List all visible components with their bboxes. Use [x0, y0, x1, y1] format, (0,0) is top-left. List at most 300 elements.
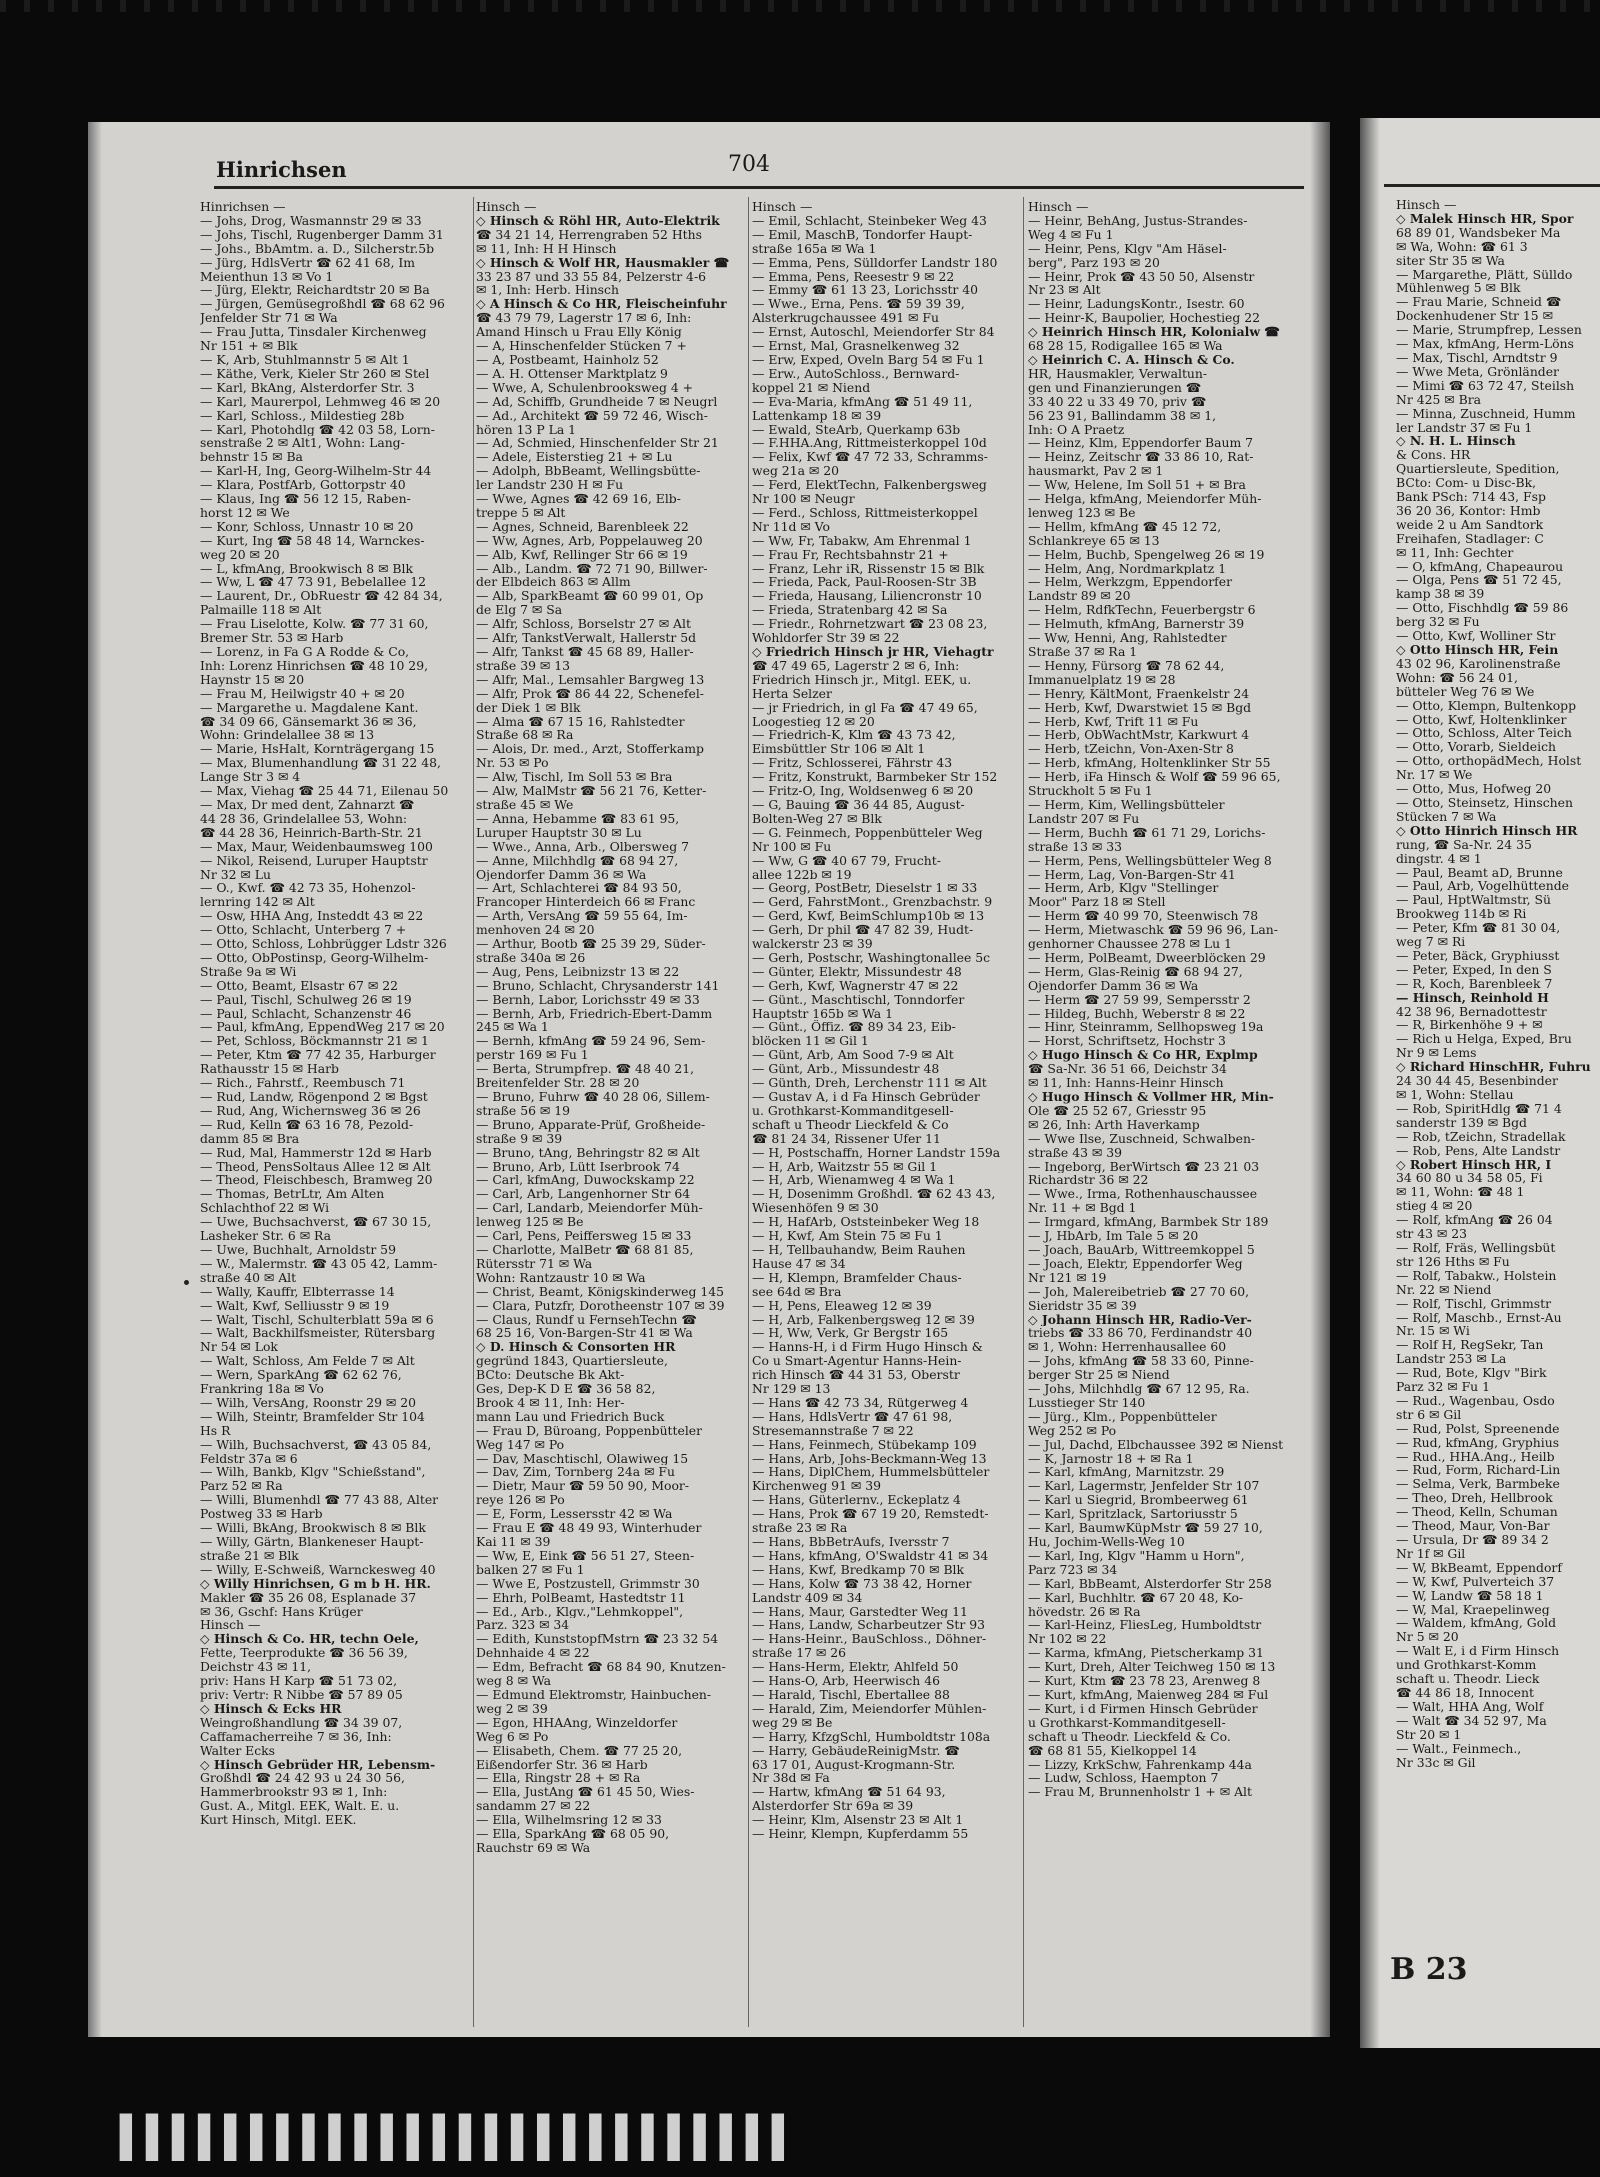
directory-entry-line: allee 122b ✉ 19	[752, 867, 852, 882]
directory-entry-line: — Harry, GebäudeReinigMstr. ☎	[752, 1743, 960, 1758]
directory-entry-line: horst 12 ✉ We	[200, 505, 290, 520]
directory-entry-line: — Heinr, Klm, Alsenstr 23 ✉ Alt 1	[752, 1813, 964, 1828]
directory-entry-line: — Dav, Maschtischl, Olawiweg 15	[476, 1451, 689, 1466]
directory-entry-line: — Alb., Landm. ☎ 72 71 90, Billwer-	[476, 561, 708, 576]
directory-entry-line: Schlankreye 65 ✉ 13	[1028, 533, 1160, 548]
directory-entry-line: — Willy, Gärtn, Blankeneser Haupt-	[200, 1535, 424, 1549]
directory-entry-line: — Rud, Polst, Spreenende	[1396, 1421, 1560, 1436]
directory-entry-line: u Grothkarst-Kommanditgesell-	[1028, 1715, 1226, 1730]
directory-entry-line: — Olga, Pens ☎ 51 72 45,	[1396, 573, 1562, 588]
directory-entry-line: — Lorenz, in Fa G A Rodde & Co,	[200, 645, 410, 659]
directory-entry-line: Nr 121 ✉ 19	[1028, 1270, 1107, 1285]
directory-entry-line: — O, kfmAng, Chapeaurou	[1396, 559, 1564, 574]
directory-entry-line: ◇ Willy Hinrichsen, G m b H. HR.	[200, 1576, 431, 1591]
directory-entry-line: Hu, Jochim-Wells-Weg 10	[1028, 1535, 1185, 1549]
directory-entry-line: — Ella, Wilhelmsring 12 ✉ 33	[476, 1813, 662, 1828]
directory-entry-line: — Frau Liselotte, Kolw. ☎ 77 31 60,	[200, 617, 429, 632]
directory-entry-line: — Paul, kfmAng, EppendWeg 217 ✉ 20	[200, 1020, 445, 1035]
directory-entry-line: — Hans, DiplChem, Hummelsbütteler	[752, 1465, 990, 1480]
directory-entry-line: Straße 37 ✉ Ra 1	[1028, 645, 1138, 659]
directory-entry-line: Hs R	[200, 1423, 231, 1438]
directory-entry-line: und Grothkarst-Komm	[1396, 1658, 1537, 1673]
directory-entry-line: — Bruno, Schlacht, Chrysanderstr 141	[476, 978, 720, 993]
directory-entry-line: straße 45 ✉ We	[476, 797, 574, 812]
directory-entry-line: — Frau M, Heilwigstr 40 + ✉ 20	[200, 686, 405, 701]
directory-entry-line: — Wwe., Anna, Arb., Olbersweg 7	[476, 839, 689, 854]
directory-entry-line: — Ad, Schmied, Hinschenfelder Str 21	[476, 436, 719, 451]
directory-entry-line: — Herm, PolBeamt, Dweerblöcken 29	[1028, 950, 1266, 965]
directory-entry-line: — H, Dosenimm Großhdl. ☎ 62 43 43,	[752, 1187, 996, 1202]
directory-entry-line: Bremer Str. 53 ✉ Harb	[200, 631, 344, 645]
directory-entry-line: — Gerd, FahrstMont., Grenzbachstr. 9	[752, 895, 993, 910]
directory-entry-line: 56 23 91, Ballindamm 38 ✉ 1,	[1028, 408, 1217, 423]
directory-entry-line: ◇ Heinrich Hinsch HR, Kolonialw ☎	[1028, 325, 1280, 340]
directory-entry-line: schaft u Theodr. Lieckfeld & Co.	[1028, 1729, 1231, 1744]
directory-entry-line: Nr 33c ✉ Gil	[1396, 1755, 1476, 1770]
directory-entry-line: straße 9 ✉ 39	[476, 1131, 563, 1146]
directory-entry-line: — Carl, Pens, Peiffersweg 15 ✉ 33	[476, 1229, 692, 1243]
directory-entry-line: — Wwe, Agnes ☎ 42 69 16, Elb-	[476, 492, 681, 506]
directory-entry-line: Hammerbrookstr 93 ✉ 1, Inh:	[200, 1785, 388, 1800]
directory-entry-line: Hinsch —	[200, 1618, 261, 1633]
directory-entry-line: — Ww, Agnes, Arb, Poppelauweg 20	[476, 533, 703, 548]
directory-entry-line: — Wally, Kauffr, Elbterrasse 14	[200, 1284, 395, 1299]
directory-entry-line: — Alw, MalMstr ☎ 56 21 76, Ketter-	[476, 784, 707, 798]
directory-entry-line: — W, Mal, Kraepelinweg	[1396, 1602, 1550, 1617]
directory-entry-line: — Paul, Beamt aD, Brunne	[1396, 865, 1563, 880]
directory-entry-line: Nr. 53 ✉ Po	[476, 756, 549, 771]
directory-entry-line: — Erw, Exped, Oveln Barg 54 ✉ Fu 1	[752, 352, 985, 367]
directory-entry-line: — Helm, Ang, Nordmarkplatz 1	[1028, 561, 1227, 576]
directory-entry-line: Luruper Hauptstr 30 ✉ Lu	[476, 825, 642, 840]
directory-entry-line: — Klaus, Ing ☎ 56 12 15, Raben-	[200, 492, 411, 506]
directory-entry-line: senstraße 2 ✉ Alt1, Wohn: Lang-	[200, 436, 405, 451]
directory-entry-line: ✉ 26, Inh: Arth Haverkamp	[1028, 1117, 1200, 1132]
directory-entry-line: straße 13 ✉ 33	[1028, 839, 1122, 854]
directory-entry-line: Richardstr 36 ✉ 22	[1028, 1173, 1149, 1188]
directory-entry-line: berg", Parz 193 ✉ 20	[1028, 255, 1160, 270]
directory-entry-line: — Karl, Lagermstr, Jenfelder Str 107	[1028, 1479, 1260, 1494]
directory-entry-line: — Jul, Dachd, Elbchaussee 392 ✉ Nienst	[1028, 1437, 1284, 1452]
film-strip-top	[0, 0, 1600, 12]
directory-entry-line: — H, Arb, Waitzstr 55 ✉ Gil 1	[752, 1159, 938, 1174]
directory-entry-line: weg 29 ✉ Be	[752, 1715, 833, 1730]
directory-entry-line: reye 126 ✉ Po	[476, 1493, 565, 1508]
directory-entry-line: straße 43 ✉ 39	[1028, 1145, 1122, 1160]
signature-mark: B 23	[1390, 1952, 1468, 1987]
directory-entry-line: straße 17 ✉ 26	[752, 1646, 846, 1661]
directory-entry-line: — Joach, Elektr, Eppendorfer Weg	[1028, 1256, 1243, 1271]
directory-entry-line: siter Str 35 ✉ Wa	[1396, 253, 1505, 268]
directory-entry-line: — Kurt, kfmAng, Maienweg 284 ✉ Ful	[1028, 1687, 1269, 1702]
directory-entry-line: ◇ Hinsch & Röhl HR, Auto-Elektrik	[476, 213, 720, 228]
directory-entry-line: — Hans, BbBetrAufs, Iversstr 7	[752, 1535, 950, 1549]
directory-entry-line: ◇ Hinsch & Ecks HR	[200, 1701, 342, 1716]
directory-entry-line: — Wilh, Buchsachverst, ☎ 43 05 84,	[200, 1437, 432, 1452]
directory-entry-line: — Pet, Schloss, Böckmannstr 21 ✉ 1	[200, 1034, 429, 1049]
directory-entry-line: rich Hinsch ☎ 44 31 53, Oberstr	[752, 1368, 960, 1383]
directory-entry-line: — Otto, Fischhdlg ☎ 59 86	[1396, 601, 1569, 616]
directory-entry-line: ◇ D. Hinsch & Consorten HR	[476, 1340, 676, 1355]
directory-entry-line: — Alfr, Schloss, Borselstr 27 ✉ Alt	[476, 617, 691, 632]
directory-entry-line: — Frieda, Stratenbarg 42 ✉ Sa	[752, 603, 948, 618]
film-strip-bottom: ▌▌▌▌▌▌▌▌▌▌▌▌▌▌▌▌▌▌▌▌▌▌▌▌▌▌	[120, 2115, 799, 2161]
directory-entry-line: straße 56 ✉ 19	[476, 1103, 570, 1118]
directory-entry-line: ◇ Robert Hinsch HR, I	[1396, 1157, 1552, 1172]
directory-entry-line: — Rolf, Fräs, Wellingsbüt	[1396, 1240, 1556, 1255]
directory-entry-line: — Willi, Blumenhdl ☎ 77 43 88, Alter	[200, 1493, 439, 1508]
directory-entry-line: — Alb, Kwf, Rellinger Str 66 ✉ 19	[476, 547, 688, 562]
directory-entry-line: — Carl, Arb, Langenhorner Str 64	[476, 1187, 691, 1202]
directory-entry-line: — Harald, Tischl, Ebertallee 88	[752, 1687, 950, 1702]
directory-entry-line: — O., Kwf. ☎ 42 73 35, Hohenzol-	[200, 881, 416, 896]
directory-entry-line: Inh: O A Praetz	[1028, 422, 1125, 437]
directory-entry-line: Wohn: ☎ 56 24 01,	[1396, 670, 1518, 685]
directory-entry-line: Dockenhudener Str 15 ✉	[1396, 309, 1553, 324]
directory-entry-line: — Herb, kfmAng, Holtenklinker Str 55	[1028, 756, 1271, 771]
directory-entry-line: Stücken 7 ✉ Wa	[1396, 809, 1497, 824]
directory-entry-line: ◇ Johann Hinsch HR, Radio-Ver-	[1028, 1312, 1252, 1327]
directory-entry-line: — Theod, Maur, Von-Bar	[1396, 1519, 1550, 1533]
column-divider	[473, 197, 474, 2027]
directory-entry-line: — Hans, kfmAng, O'Swaldstr 41 ✉ 34	[752, 1548, 989, 1563]
directory-entry-line: — Margarethe, Plätt, Sülldo	[1396, 267, 1573, 282]
directory-entry-line: ☎ 34 21 14, Herrengraben 52 Hths	[476, 227, 702, 242]
directory-entry-line: — Hans-O, Arb, Heerwisch 46	[752, 1674, 940, 1688]
directory-entry-line: — Willi, BkAng, Brookwisch 8 ✉ Blk	[200, 1521, 426, 1535]
directory-entry-line: ◇ Malek Hinsch HR, Spor	[1396, 211, 1574, 226]
directory-entry-line: — Heinz, Zeitschr ☎ 33 86 10, Rat-	[1028, 450, 1254, 465]
directory-entry-line: — Bernh, kfmAng ☎ 59 24 96, Sem-	[476, 1034, 706, 1049]
directory-entry-line: — Fritz, Schlosserei, Fährstr 43	[752, 756, 953, 771]
directory-entry-line: Kai 11 ✉ 39	[476, 1535, 551, 1549]
directory-entry-line: Großhdl ☎ 24 42 93 u 24 30 56,	[200, 1771, 405, 1786]
directory-entry-line: — Gerh, Kwf, Wagnerstr 47 ✉ 22	[752, 978, 959, 993]
directory-entry-line: 68 28 15, Rodigallee 165 ✉ Wa	[1028, 339, 1223, 353]
directory-entry-line: — Herm ☎ 27 59 99, Sempersstr 2	[1028, 992, 1251, 1007]
directory-entry-line: — Friedrich-K, Klm ☎ 43 73 42,	[752, 728, 956, 743]
directory-column-2	[476, 200, 738, 1855]
directory-entry-line: — Emil, MaschB, Tondorfer Haupt-	[752, 227, 973, 242]
directory-entry-line: gen und Finanzierungen ☎	[1028, 380, 1202, 395]
directory-entry-line: Schlachthof 22 ✉ Wi	[200, 1201, 330, 1216]
directory-entry-line: Caffamacherreihe 7 ✉ 36, Inh:	[200, 1729, 392, 1744]
directory-entry-line: — Ingeborg, BerWirtsch ☎ 23 21 03	[1028, 1159, 1260, 1174]
directory-entry-line: — Frau M, Brunnenholstr 1 + ✉ Alt	[1028, 1785, 1252, 1800]
facing-page	[1360, 118, 1600, 2048]
directory-entry-line: — H, Arb, Falkenbergsweg 12 ✉ 39	[752, 1312, 975, 1327]
directory-entry-line: — Osw, HHA Ang, Insteddt 43 ✉ 22	[200, 909, 424, 924]
directory-entry-line: — Walt E, i d Firm Hinsch	[1396, 1644, 1560, 1659]
directory-entry-line: — Wwe E, Postzustell, Grimmstr 30	[476, 1576, 700, 1591]
directory-entry-line: — A, Postbeamt, Hainholz 52	[476, 352, 659, 367]
directory-entry-line: dingstr. 4 ✉ 1	[1396, 851, 1482, 866]
directory-entry-line: — Paul, Arb, Vogelhüttende	[1396, 879, 1569, 894]
directory-entry-line: lenweg 123 ✉ Be	[1028, 505, 1136, 520]
directory-entry-line: — Karl, BbBeamt, Alsterdorfer Str 258	[1028, 1576, 1272, 1591]
directory-entry-line: Stresemannstraße 7 ✉ 22	[752, 1423, 914, 1438]
directory-entry-line: Straße 68 ✉ Ra	[476, 728, 574, 743]
directory-entry-line: genhorner Chaussee 278 ✉ Lu 1	[1028, 937, 1232, 951]
directory-entry-line: — Emma, Pens, Sülldorfer Landstr 180	[752, 255, 998, 270]
directory-entry-line: — H, Kwf, Am Stein 75 ✉ Fu 1	[752, 1229, 943, 1243]
directory-entry-line: — Marie, HsHalt, Kornträgergang 15	[200, 742, 435, 757]
directory-entry-line: — Carl, kfmAng, Duwockskamp 22	[476, 1173, 695, 1188]
directory-entry-line: Nr 23 ✉ Alt	[1028, 283, 1101, 298]
directory-entry-line: Co u Smart-Agentur Hanns-Hein-	[752, 1354, 962, 1369]
directory-entry-line: str 6 ✉ Gil	[1396, 1407, 1462, 1422]
directory-entry-line: ☎ 43 79 79, Lagerstr 17 ✉ 6, Inh:	[476, 311, 692, 326]
directory-entry-line: damm 85 ✉ Bra	[200, 1131, 300, 1146]
directory-entry-line: — Kurt, Ing ☎ 58 48 14, Warnckes-	[200, 533, 425, 548]
directory-entry-line: — Bruno, tAng, Behringstr 82 ✉ Alt	[476, 1145, 700, 1160]
directory-entry-line: — Bruno, Arb, Lütt Iserbrook 74	[476, 1159, 680, 1174]
directory-entry-line: ✉ 11, Inh: H H Hinsch	[476, 241, 617, 256]
directory-entry-line: — A, Hinschenfelder Stücken 7 +	[476, 339, 687, 353]
directory-entry-line: — Herm, Glas-Reinig ☎ 68 94 27,	[1028, 964, 1243, 979]
directory-entry-line: — Clara, Putzfr, Dorotheenstr 107 ✉ 39	[476, 1298, 725, 1313]
directory-entry-line: — Max, kfmAng, Herm-Löns	[1396, 337, 1574, 351]
directory-entry-line: — Karl, Schloss., Mildestieg 28b	[200, 408, 405, 423]
directory-entry-line: Frankring 18a ✉ Vo	[200, 1382, 324, 1396]
directory-entry-line: Eißendorfer Str. 36 ✉ Harb	[476, 1757, 648, 1772]
directory-entry-line: — Rolf H, RegSekr, Tan	[1396, 1338, 1544, 1353]
directory-entry-line: straße 165a ✉ Wa 1	[752, 241, 877, 256]
directory-entry-line: — Frieda, Pack, Paul-Roosen-Str 3B	[752, 575, 977, 590]
directory-entry-line: — Günt, Arb., Missundestr 48	[752, 1062, 940, 1077]
directory-entry-line: — Jürg, Elektr, Reichardtstr 20 ✉ Ba	[200, 283, 430, 298]
directory-entry-line: — Rud, Ang, Wichernsweg 36 ✉ 26	[200, 1103, 421, 1118]
directory-column-5	[1396, 198, 1600, 1769]
directory-entry-line: Friedrich Hinsch jr., Mitgl. EEK, u.	[752, 672, 972, 687]
directory-entry-line: sanderstr 139 ✉ Bgd	[1396, 1115, 1527, 1130]
directory-entry-line: Wiesenhöfen 9 ✉ 30	[752, 1201, 879, 1216]
directory-entry-line: — Wwe Meta, Grönländer	[1396, 364, 1559, 379]
directory-entry-line: — Otto, Mus, Hofweg 20	[1396, 782, 1552, 796]
directory-entry-line: — Ww, E, Eink ☎ 56 51 27, Steen-	[476, 1548, 695, 1563]
directory-entry-line: — Heinr-K, Baupolier, Hochestieg 22	[1028, 311, 1261, 326]
punch-mark	[184, 1280, 189, 1285]
directory-entry-line: ◇ Hugo Hinsch & Vollmer HR, Min-	[1028, 1090, 1274, 1104]
directory-entry-line: — Walt, Tischl, Schulterblatt 59a ✉ 6	[200, 1312, 434, 1327]
directory-entry-line: — Anna, Hebamme ☎ 83 61 95,	[476, 811, 680, 826]
directory-entry-line: — Karl, BaumwKüpMstr ☎ 59 27 10,	[1028, 1521, 1263, 1535]
directory-entry-line: ☎ 47 49 65, Lagerstr 2 ✉ 6, Inh:	[752, 658, 960, 673]
directory-entry-line: Parz 32 ✉ Fu 1	[1396, 1380, 1490, 1394]
directory-entry-line: 44 28 36, Grindelallee 53, Wohn:	[200, 811, 408, 826]
directory-entry-line: weg 2 ✉ 39	[476, 1701, 548, 1716]
directory-entry-line: — Lizzy, KrkSchw, Fahrenkamp 44a	[1028, 1757, 1252, 1772]
directory-entry-line: — Karl-H, Ing, Georg-Wilhelm-Str 44	[200, 464, 432, 479]
directory-entry-line: — Ewald, SteArb, Querkamp 63b	[752, 422, 961, 437]
directory-entry-line: lenweg 125 ✉ Be	[476, 1215, 584, 1230]
directory-entry-line: Meienthun 13 ✉ Vo 1	[200, 269, 334, 284]
directory-entry-line: 68 89 01, Wandsbeker Ma	[1396, 225, 1561, 240]
directory-entry-line: — Wwe., Erna, Pens. ☎ 59 39 39,	[752, 297, 965, 312]
directory-entry-line: — Paul, Schlacht, Schanzenstr 46	[200, 1006, 412, 1021]
directory-entry-line: — Theod, PensSoltaus Allee 12 ✉ Alt	[200, 1159, 431, 1174]
directory-entry-line: — Otto, Steinsetz, Hinschen	[1396, 795, 1573, 810]
directory-entry-line: — Kurt, Dreh, Alter Teichweg 150 ✉ 13	[1028, 1660, 1276, 1675]
directory-entry-line: — Friedr., Rohrnetzwart ☎ 23 08 23,	[752, 617, 988, 632]
directory-entry-line: ✉ 36, Gschf: Hans Krüger	[200, 1604, 363, 1619]
directory-entry-line: — Otto, ObPostinsp, Georg-Wilhelm-	[200, 950, 429, 965]
directory-entry-line: — Alfr, Mal., Lemsahler Bargweg 13	[476, 672, 705, 687]
directory-entry-line: priv: Vertr: R Nibbe ☎ 57 89 05	[200, 1687, 403, 1702]
directory-entry-line: — Rolf, kfmAng ☎ 26 04	[1396, 1213, 1553, 1228]
directory-entry-line: — Peter, Ktm ☎ 77 42 35, Harburger	[200, 1048, 436, 1063]
directory-entry-line: — Henry, KältMont, Fraenkelstr 24	[1028, 686, 1250, 701]
directory-entry-line: Nr 5 ✉ 20	[1396, 1630, 1459, 1645]
directory-entry-line: straße 23 ✉ Ra	[752, 1521, 848, 1535]
directory-entry-line: straße 21 ✉ Blk	[200, 1548, 299, 1563]
directory-entry-line: Haynstr 15 ✉ 20	[200, 672, 305, 687]
directory-entry-line: ◇ Hinsch & Co. HR, techn Oele,	[200, 1632, 419, 1647]
directory-entry-line: — Rud, Kelln ☎ 63 16 78, Pezold-	[200, 1117, 414, 1132]
directory-entry-line: Ges, Dep-K D E ☎ 36 58 82,	[476, 1382, 656, 1396]
directory-entry-line: der Diek 1 ✉ Blk	[476, 700, 581, 715]
directory-entry-line: — Emmy ☎ 61 13 23, Lorichsstr 40	[752, 283, 979, 298]
directory-entry-line: Nr 100 ✉ Neugr	[752, 492, 855, 506]
directory-entry-line: — Anne, Milchhdlg ☎ 68 94 27,	[476, 853, 679, 868]
directory-entry-line: — Alfr, TankstVerwalt, Hallerstr 5d	[476, 631, 697, 645]
directory-entry-line: — Hans-Heinr., BauSchloss., Döhner-	[752, 1632, 987, 1647]
directory-entry-line: ◇ Otto Hinsch HR, Fein	[1396, 643, 1559, 657]
directory-entry-line: — Gerd, Kwf, BeimSchlump10b ✉ 13	[752, 909, 985, 924]
directory-entry-line: Nr 1f ✉ Gil	[1396, 1546, 1466, 1561]
directory-entry-line: — Ww, G ☎ 40 67 79, Frucht-	[752, 853, 941, 868]
directory-entry-line: Bank PSch: 714 43, Fsp	[1396, 490, 1546, 504]
directory-entry-line: — Ursula, Dr ☎ 89 34 2	[1396, 1533, 1549, 1547]
directory-entry-line: — Henny, Fürsorg ☎ 78 62 44,	[1028, 658, 1225, 673]
directory-entry-line: Wohn: Rantzaustr 10 ✉ Wa	[476, 1270, 646, 1285]
directory-entry-line: — E, Form, Lessersstr 42 ✉ Wa	[476, 1507, 673, 1522]
directory-entry-line: — Hanns-H, i d Firm Hugo Hinsch &	[752, 1340, 983, 1355]
directory-entry-line: weg 21a ✉ 20	[752, 464, 839, 479]
directory-entry-line: — Wilh, Bankb, Klgv "Schießstand",	[200, 1465, 426, 1480]
directory-entry-line: — Karl, Buchhltr. ☎ 67 20 48, Ko-	[1028, 1590, 1244, 1605]
directory-entry-line: — Otto, Schlacht, Unterberg 7 +	[200, 923, 407, 938]
directory-entry-line: — Alois, Dr. med., Arzt, Stofferkamp	[476, 742, 704, 757]
directory-entry-line: — Elisabeth, Chem. ☎ 77 25 20,	[476, 1743, 683, 1758]
directory-entry-line: — Frau D, Büroang, Poppenbütteler	[476, 1423, 703, 1438]
directory-entry-line: u. Grothkarst-Kommanditgesell-	[752, 1103, 954, 1118]
directory-entry-line: — Hinr, Steinramm, Sellhopsweg 19a	[1028, 1020, 1264, 1035]
directory-entry-line: — Karl, Ing, Klgv "Hamm u Horn",	[1028, 1548, 1245, 1563]
directory-column-4	[1028, 200, 1290, 1799]
directory-entry-line: ◇ Friedrich Hinsch jr HR, Viehagtr	[752, 645, 994, 659]
directory-entry-line: — Laurent, Dr., ObRuestr ☎ 42 84 34,	[200, 589, 443, 604]
directory-entry-line: — Otto, Kwf, Holtenklinker	[1396, 712, 1567, 727]
directory-entry-line: ◇ Hinsch Gebrüder HR, Lebensm-	[200, 1757, 436, 1772]
directory-entry-line: — Karl u Siegrid, Brombeerweg 61	[1028, 1493, 1249, 1508]
directory-entry-line: Makler ☎ 35 26 08, Esplanade 37	[200, 1590, 417, 1605]
directory-entry-line: — Berta, Strumpfrep. ☎ 48 40 21,	[476, 1062, 695, 1077]
directory-entry-line: — Johs, Drog, Wasmannstr 29 ✉ 33	[200, 213, 422, 228]
directory-entry-line: — Max, Dr med dent, Zahnarzt ☎	[200, 797, 415, 812]
directory-entry-line: — Hans, Kwf, Bredkamp 70 ✉ Blk	[752, 1562, 965, 1577]
directory-entry-line: — Wilh, Steintr, Bramfelder Str 104	[200, 1409, 425, 1424]
directory-entry-line: — W, Landw ☎ 58 18 1	[1396, 1588, 1544, 1603]
directory-entry-line: kamp 38 ✉ 39	[1396, 587, 1485, 602]
directory-entry-line: schaft u. Theodr. Lieck	[1396, 1672, 1540, 1686]
directory-entry-line: Nr 425 ✉ Bra	[1396, 392, 1482, 407]
column-divider	[748, 197, 749, 2027]
directory-entry-line: Straße 9a ✉ Wi	[200, 964, 297, 979]
directory-entry-line: — Günth, Dreh, Lerchenstr 111 ✉ Alt	[752, 1076, 987, 1090]
directory-entry-line: — Otto, Vorarb, Sieldeich	[1396, 740, 1556, 755]
directory-entry-line: — Herm, Buchh ☎ 61 71 29, Lorichs-	[1028, 825, 1266, 840]
directory-entry-line: — Frau E ☎ 48 49 93, Winterhuder	[476, 1521, 702, 1535]
directory-entry-line: — Alw, Tischl, Im Soll 53 ✉ Bra	[476, 770, 673, 785]
directory-entry-line: — Otto, Beamt, Elsastr 67 ✉ 22	[200, 978, 398, 993]
directory-entry-line: — Ernst, Mal, Grasnelkenweg 32	[752, 339, 960, 353]
directory-entry-line: — Rud, Mal, Hammerstr 12d ✉ Harb	[200, 1145, 432, 1160]
directory-entry-line: — Edmund Elektromstr, Hainbuchen-	[476, 1687, 712, 1702]
directory-entry-line: str 43 ✉ 23	[1396, 1227, 1467, 1241]
directory-entry-line: ✉ 11, Wohn: ☎ 48 1	[1396, 1185, 1525, 1200]
directory-entry-line: 68 25 16, Von-Bargen-Str 41 ✉ Wa	[476, 1326, 693, 1341]
directory-entry-line: — H, Ww, Verk, Gr Bergstr 165	[752, 1326, 949, 1341]
page-shadow	[88, 122, 102, 2037]
directory-entry-line: — Emil, Schlacht, Steinbeker Weg 43	[752, 213, 987, 228]
directory-entry-line: — W, Kwf, Pulverteich 37	[1396, 1574, 1555, 1589]
directory-entry-line: ◇ Otto Hinrich Hinsch HR	[1396, 823, 1578, 838]
directory-entry-line: — Helga, kfmAng, Meiendorfer Müh-	[1028, 492, 1262, 506]
directory-entry-line: — Willy, E-Schweiß, Warnckesweg 40	[200, 1562, 436, 1577]
directory-entry-line: — Theod, Fleischbesch, Bramweg 20	[200, 1173, 433, 1188]
directory-entry-line: — Ehrh, PolBeamt, Hastedtstr 11	[476, 1590, 686, 1605]
directory-entry-line: Fette, Teerprodukte ☎ 36 56 39,	[200, 1646, 408, 1661]
directory-entry-line: balken 27 ✉ Fu 1	[476, 1562, 585, 1577]
directory-entry-line: — Heinr, Prok ☎ 43 50 50, Alsenstr	[1028, 269, 1255, 284]
directory-entry-line: Hinsch —	[752, 200, 813, 214]
directory-entry-line: — Ad, Schiffb, Grundheide 7 ✉ Neugrl	[476, 394, 718, 409]
directory-entry-line: Ojendorfer Damm 36 ✉ Wa	[1028, 978, 1199, 993]
directory-entry-line: — Heinr, Pens, Klgv "Am Häsel-	[1028, 241, 1227, 256]
directory-entry-line: 42 38 96, Bernadottestr	[1396, 1004, 1547, 1019]
directory-entry-line: Deichstr 43 ✉ 11,	[200, 1660, 312, 1675]
directory-entry-line: — Joach, BauArb, Wittreemkoppel 5	[1028, 1242, 1255, 1257]
directory-entry-line: — Rud., Wagenbau, Osdo	[1396, 1393, 1555, 1408]
directory-entry-line: ler Landstr 37 ✉ Fu 1	[1396, 420, 1533, 435]
directory-entry-line: — Wern, SparkAng ☎ 62 62 76,	[200, 1368, 402, 1383]
directory-entry-line: koppel 21 ✉ Niend	[752, 380, 871, 395]
directory-entry-line: Landstr 409 ✉ 34	[752, 1590, 863, 1605]
directory-entry-line: Parz 723 ✉ 34	[1028, 1562, 1118, 1577]
directory-entry-line: — Claus, Rundf u FernsehTechn ☎	[476, 1312, 697, 1327]
directory-entry-line: — Irmgard, kfmAng, Barmbek Str 189	[1028, 1215, 1269, 1230]
directory-entry-line: Quartiersleute, Spedition,	[1396, 462, 1560, 477]
directory-entry-line: — Bruno, Apparate-Prüf, Großheide-	[476, 1117, 706, 1132]
directory-entry-line: — Bernh, Labor, Lorichsstr 49 ✉ 33	[476, 992, 700, 1007]
directory-entry-line: — Bruno, Fuhrw ☎ 40 28 06, Sillem-	[476, 1090, 710, 1104]
directory-entry-line: — Paul, HptWaltmstr, Sü	[1396, 893, 1552, 908]
directory-entry-line: ◇ Richard HinschHR, Fuhru	[1396, 1060, 1591, 1075]
directory-entry-line: Lasheker Str. 6 ✉ Ra	[200, 1229, 332, 1243]
directory-entry-line: — Adolph, BbBeamt, Wellingsbütte-	[476, 464, 701, 479]
directory-entry-line: — Frau Marie, Schneid ☎	[1396, 295, 1562, 310]
directory-entry-line: — Helm, Buchb, Spengelweg 26 ✉ 19	[1028, 547, 1265, 562]
directory-entry-line: Kirchenweg 91 ✉ 39	[752, 1479, 881, 1494]
directory-entry-line: ✉ 1, Wohn: Herrenhausallee 60	[1028, 1340, 1227, 1355]
directory-entry-line: — Kurt, i d Firmen Hinsch Gebrüder	[1028, 1701, 1258, 1716]
directory-entry-line: lernring 142 ✉ Alt	[200, 895, 315, 910]
directory-entry-line: — J, HbArb, Im Tale 5 ✉ 20	[1028, 1229, 1199, 1243]
directory-entry-line: Nr. 15 ✉ Wi	[1396, 1324, 1470, 1339]
directory-entry-line: — Christ, Beamt, Königskinderweg 145	[476, 1284, 725, 1299]
directory-entry-line: — Felix, Kwf ☎ 47 72 33, Schramms-	[752, 450, 988, 465]
